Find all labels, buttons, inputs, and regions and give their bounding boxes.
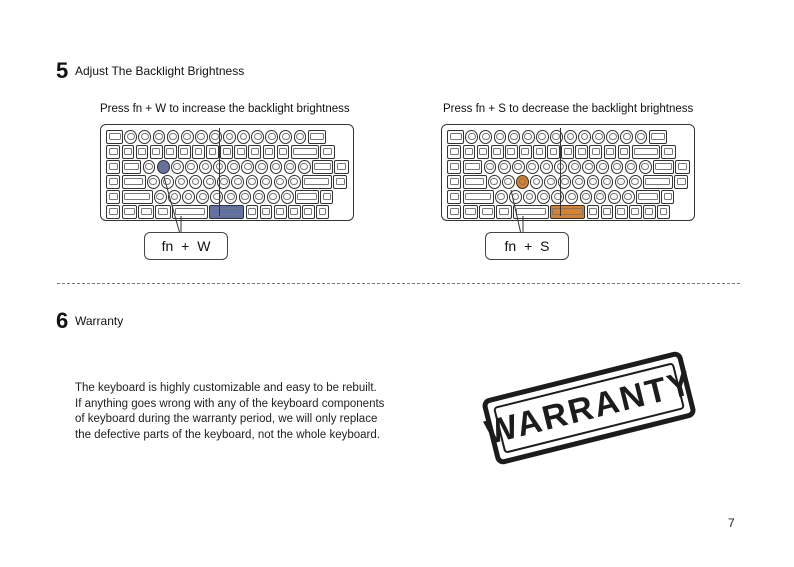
keycap — [260, 205, 273, 219]
keycap — [277, 145, 290, 159]
keycap — [601, 175, 614, 189]
keycap — [594, 190, 607, 204]
keycap — [561, 145, 574, 159]
keycap — [192, 145, 205, 159]
keycap — [488, 175, 501, 189]
section-5-title: Adjust The Backlight Brightness — [75, 64, 245, 78]
keycap — [209, 205, 244, 219]
keycap — [657, 205, 670, 219]
keycap — [171, 160, 184, 174]
keycap — [281, 190, 294, 204]
increase-brightness-caption: Press fn + W to increase the backlight brightness — [100, 103, 350, 115]
keycap — [509, 190, 522, 204]
keycap — [122, 205, 138, 219]
keycap — [491, 145, 504, 159]
keycap — [189, 175, 202, 189]
keycap — [636, 190, 660, 204]
keycap — [447, 160, 461, 174]
keycap — [479, 205, 495, 219]
keycap — [649, 130, 667, 144]
warranty-line: The keyboard is highly customizable and easy to be rebuilt. — [75, 382, 377, 394]
warranty-line: If anything goes wrong with any of the keyboard components — [75, 397, 385, 410]
keycap — [164, 145, 177, 159]
keycap — [582, 160, 595, 174]
keycap — [465, 130, 478, 144]
keycap — [172, 205, 207, 219]
keycap — [122, 175, 146, 189]
keycap — [265, 130, 278, 144]
keycap — [564, 130, 577, 144]
keycap — [246, 175, 259, 189]
keycap — [279, 130, 292, 144]
keycap — [447, 190, 461, 204]
keycap — [477, 145, 490, 159]
keycap — [138, 205, 154, 219]
keycap — [494, 130, 507, 144]
keycap — [523, 190, 536, 204]
keycap — [161, 175, 174, 189]
keycap — [496, 205, 512, 219]
keycap — [320, 190, 333, 204]
keycap — [122, 160, 142, 174]
keycap — [203, 175, 216, 189]
keycap — [239, 190, 252, 204]
keycap — [639, 160, 652, 174]
keycap — [643, 175, 673, 189]
keycap — [615, 175, 628, 189]
keycap — [498, 160, 511, 174]
keycap — [298, 160, 311, 174]
keycap — [291, 145, 319, 159]
keycap — [674, 175, 688, 189]
keycap — [312, 160, 333, 174]
warranty-paragraph — [75, 381, 415, 443]
keycap — [596, 160, 609, 174]
keycap — [551, 190, 564, 204]
keycap — [512, 160, 525, 174]
section-6-title: Warranty — [75, 314, 124, 328]
keycap — [122, 145, 135, 159]
keycap — [227, 160, 240, 174]
keycap — [625, 160, 638, 174]
keycap — [601, 205, 614, 219]
keycap — [153, 130, 166, 144]
keycap — [505, 145, 518, 159]
keycap — [653, 160, 674, 174]
keycap — [629, 175, 642, 189]
keycap — [316, 205, 329, 219]
keycap — [181, 130, 194, 144]
keycap — [270, 160, 283, 174]
keycap — [106, 130, 123, 144]
keycap — [157, 160, 170, 174]
keycap — [508, 130, 521, 144]
keycap — [248, 145, 261, 159]
fn-w-callout: fn + W — [144, 232, 228, 260]
keycap — [295, 190, 319, 204]
keycap — [294, 130, 307, 144]
keycap — [592, 130, 605, 144]
keycap — [333, 175, 347, 189]
keycap — [263, 145, 276, 159]
keycap — [604, 145, 617, 159]
keycap — [618, 145, 631, 159]
keycap — [168, 190, 181, 204]
keycap — [463, 160, 483, 174]
keycap — [544, 175, 557, 189]
keycap — [526, 160, 539, 174]
keycap — [530, 175, 543, 189]
keycap — [196, 190, 209, 204]
section-5-number: 5 — [56, 58, 69, 83]
keycap — [568, 160, 581, 174]
keycap — [632, 145, 660, 159]
keycap — [615, 205, 628, 219]
keycap — [479, 130, 492, 144]
keycap — [237, 130, 250, 144]
keycap — [302, 175, 332, 189]
keycap — [288, 175, 301, 189]
keycap — [519, 145, 532, 159]
keycap — [199, 160, 212, 174]
keycap — [522, 130, 535, 144]
keycap — [251, 130, 264, 144]
decrease-brightness-caption: Press fn + S to decrease the backlight brightness — [443, 103, 694, 115]
keycap — [575, 145, 588, 159]
keycap — [260, 175, 273, 189]
warranty-stamp-text: WARRANTY — [481, 363, 697, 452]
warranty-line: the defective parts of the keyboard, not the whole keyboard. — [75, 428, 380, 441]
keycap — [274, 205, 287, 219]
keycap — [447, 205, 461, 219]
keycap — [253, 190, 266, 204]
keycap — [175, 175, 188, 189]
keycap — [447, 130, 464, 144]
keycap — [643, 205, 656, 219]
keycap — [106, 190, 120, 204]
keycap — [138, 130, 151, 144]
keycap — [206, 145, 219, 159]
page-number: 7 — [728, 516, 735, 530]
keycap — [540, 160, 553, 174]
keycap — [320, 145, 334, 159]
keycap — [611, 160, 624, 174]
keycap — [550, 205, 585, 219]
keycap — [136, 145, 149, 159]
keycap — [580, 190, 593, 204]
keycap — [220, 145, 233, 159]
keyboard-split-line — [219, 128, 220, 216]
keycap — [246, 205, 259, 219]
keyboard-split-line — [560, 128, 561, 216]
fn-s-callout: fn + S — [485, 232, 569, 260]
keycap — [195, 130, 208, 144]
keycap — [537, 190, 550, 204]
keycap — [106, 175, 120, 189]
keycap — [234, 145, 247, 159]
keycap — [495, 190, 508, 204]
keycap — [536, 130, 549, 144]
keycap — [463, 175, 487, 189]
keycap — [675, 160, 689, 174]
keycap — [622, 190, 635, 204]
keycap — [484, 160, 497, 174]
keycap — [241, 160, 254, 174]
keycap — [185, 160, 198, 174]
keycap — [122, 190, 153, 204]
keycap — [224, 190, 237, 204]
keycap — [516, 175, 529, 189]
keycap — [572, 175, 585, 189]
keycap — [210, 190, 223, 204]
keycap — [547, 145, 560, 159]
keycap — [578, 130, 591, 144]
keycap — [143, 160, 156, 174]
keycap — [587, 205, 600, 219]
keycap — [267, 190, 280, 204]
section-6-number: 6 — [56, 308, 69, 333]
keycap — [589, 145, 602, 159]
keycap — [182, 190, 195, 204]
keycap — [502, 175, 515, 189]
keycap — [463, 190, 494, 204]
keycap — [154, 190, 167, 204]
keycap — [606, 130, 619, 144]
keycap — [565, 190, 578, 204]
section-divider — [57, 283, 740, 284]
keycap — [150, 145, 163, 159]
keycap — [463, 145, 476, 159]
keycap — [274, 175, 287, 189]
keycap — [629, 205, 642, 219]
keycap — [167, 130, 180, 144]
keycap — [231, 175, 244, 189]
keycap — [155, 205, 171, 219]
keyboard-diagram-right — [441, 124, 695, 221]
keycap — [255, 160, 268, 174]
keycap — [106, 205, 120, 219]
keycap — [661, 145, 675, 159]
keycap — [447, 145, 461, 159]
keycap — [608, 190, 621, 204]
warranty-line: of keyboard during the warranty period, we will only replace — [75, 413, 378, 425]
keycap — [178, 145, 191, 159]
keycap — [284, 160, 297, 174]
keycap — [661, 190, 674, 204]
keycap — [447, 175, 461, 189]
keycap — [308, 130, 326, 144]
keycap — [635, 130, 648, 144]
keycap — [513, 205, 548, 219]
keycap — [463, 205, 479, 219]
keycap — [587, 175, 600, 189]
keycap — [302, 205, 315, 219]
keycap — [288, 205, 301, 219]
warranty-stamp — [481, 350, 697, 466]
keycap — [124, 130, 137, 144]
keycap — [533, 145, 546, 159]
keycap — [106, 160, 120, 174]
keycap — [147, 175, 160, 189]
keycap — [334, 160, 348, 174]
keyboard-diagram-left — [100, 124, 354, 221]
keycap — [106, 145, 120, 159]
keycap — [223, 130, 236, 144]
keycap — [620, 130, 633, 144]
